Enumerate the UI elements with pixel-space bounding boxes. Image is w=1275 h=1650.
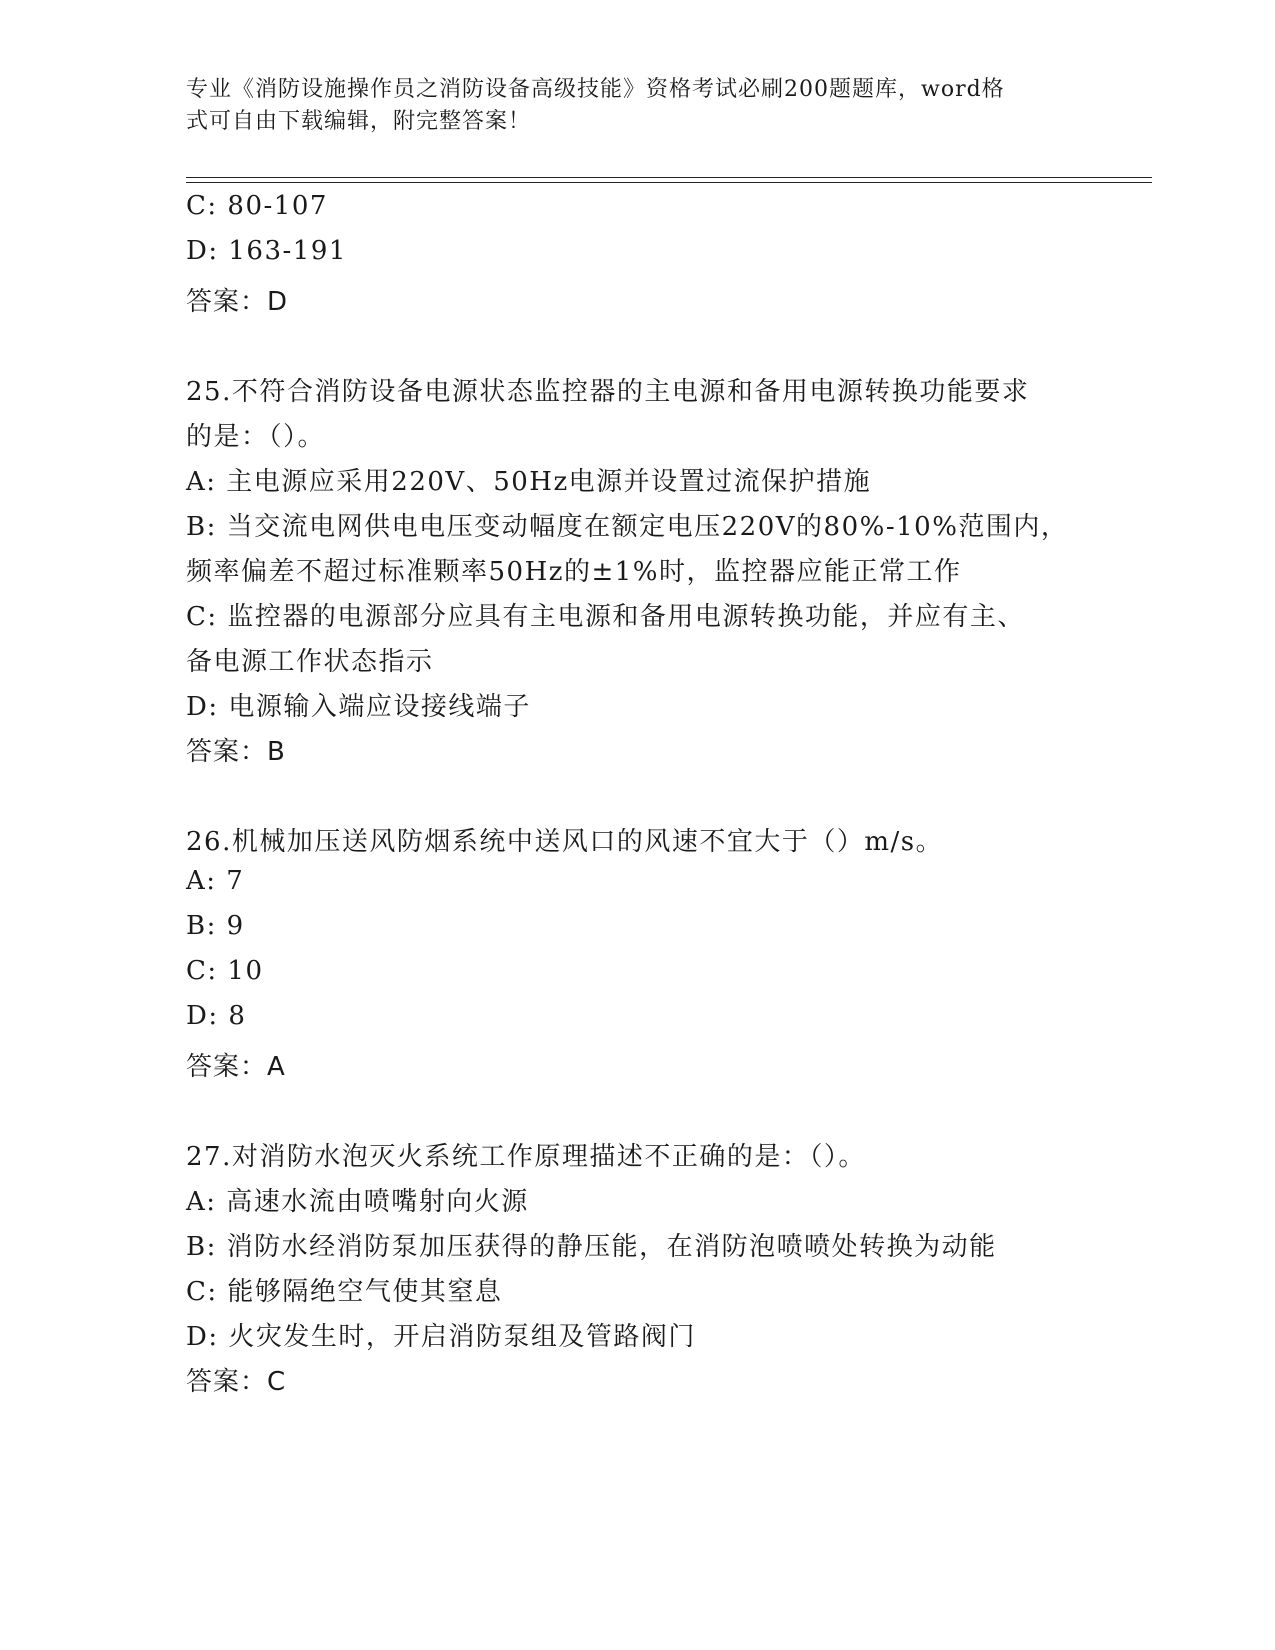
document-header: [186, 74, 1066, 138]
q27-option-b: B: 消防水经消防泵加压获得的静压能，在消防泡喷喷处转换为动能: [186, 1232, 997, 1262]
q25-option-a: A: 主电源应采用220V、50Hz电源并设置过流保护措施: [186, 467, 872, 497]
q25-option-b-line-1: B: 当交流电网供电电压变动幅度在额定电压220V的80%-10%范围内，: [186, 512, 1069, 542]
q25-stem-line-1: 25.不符合消防设备电源状态监控器的主电源和备用电源转换功能要求: [186, 377, 1030, 407]
q24-option-d: D: 163-191: [186, 236, 347, 266]
header-line-2: 式可自由下载编辑，附完整答案！: [186, 109, 532, 134]
header-line-1: 专业《消防设施操作员之消防设备高级技能》资格考试必刷200题题库，word格: [186, 77, 1005, 102]
q25-answer: 答案：B: [186, 737, 286, 767]
q25-stem-line-2: 的是：（）。: [186, 422, 326, 452]
q26-answer: 答案：A: [186, 1052, 286, 1082]
q25-option-c-line-2: 备电源工作状态指示: [186, 647, 434, 677]
q25-option-c-line-1: C: 监控器的电源部分应具有主电源和备用电源转换功能，并应有主、: [186, 602, 1025, 632]
q26-option-c: C: 10: [186, 956, 264, 986]
header-divider-top: [186, 177, 1152, 178]
q24-answer: 答案：D: [186, 287, 289, 317]
q26-option-a: A: 7: [186, 866, 245, 896]
q27-stem: 27.对消防水泡灭火系统工作原理描述不正确的是：（）。: [186, 1142, 866, 1172]
q27-option-c: C: 能够隔绝空气使其窒息: [186, 1277, 503, 1307]
header-divider-bottom: [186, 182, 1152, 183]
q24-option-c: C: 80-107: [186, 191, 328, 221]
q26-stem: 26.机械加压送风防烟系统中送风口的风速不宜大于（）m/s。: [186, 827, 944, 857]
q25-option-b-line-2: 频率偏差不超过标准颗率50Hz的±1%时，监控器应能正常工作: [186, 557, 962, 587]
q25-option-d: D: 电源输入端应设接线端子: [186, 692, 531, 722]
q26-option-b: B: 9: [186, 911, 245, 941]
q27-option-a: A: 高速水流由喷嘴射向火源: [186, 1187, 529, 1217]
q27-option-d: D: 火灾发生时，开启消防泵组及管路阀门: [186, 1322, 696, 1352]
q27-answer: 答案：C: [186, 1367, 287, 1397]
q26-option-d: D: 8: [186, 1001, 247, 1031]
